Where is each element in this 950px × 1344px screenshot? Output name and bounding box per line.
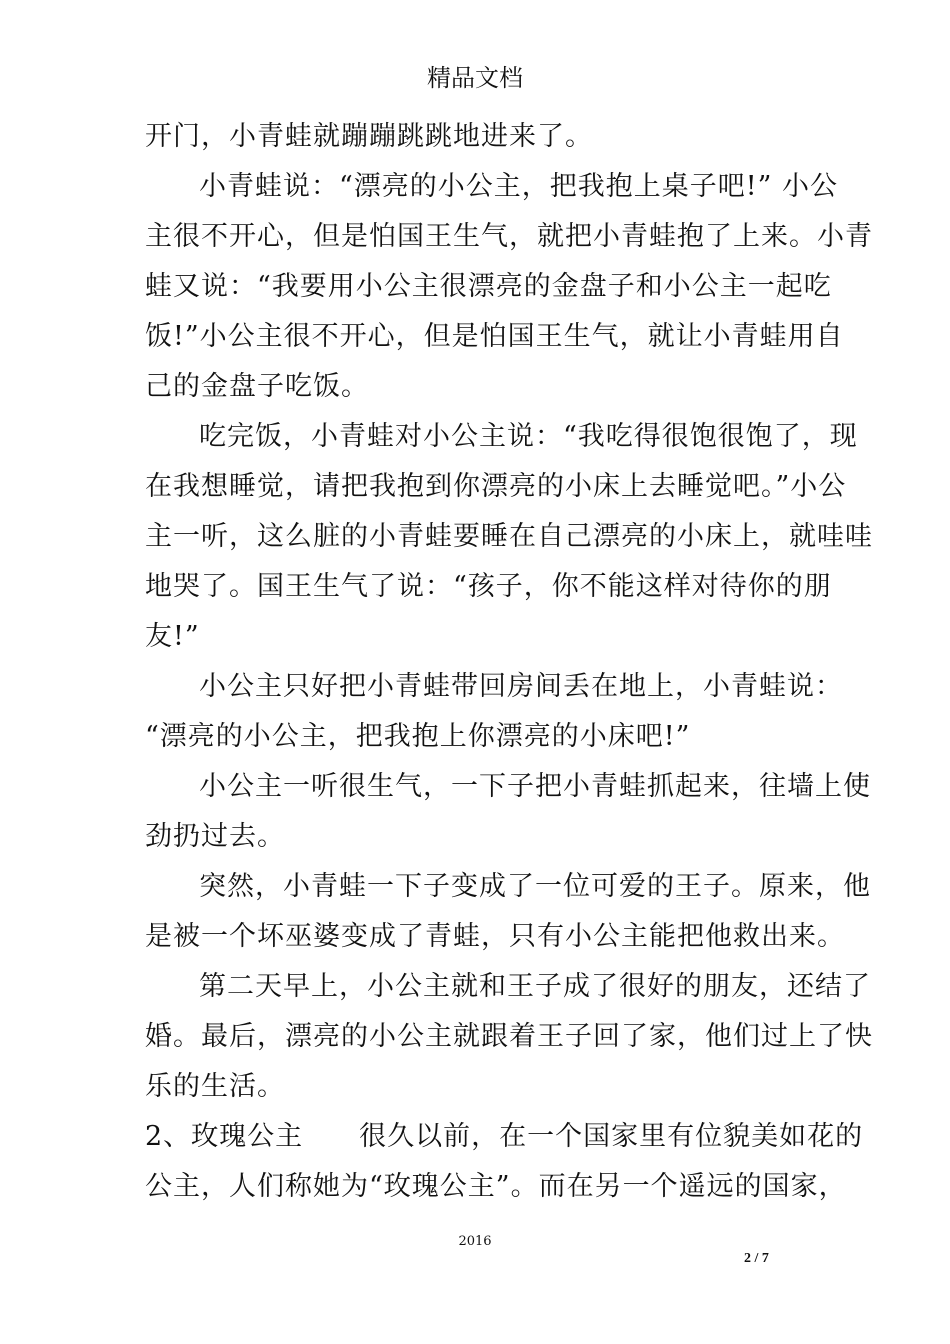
text-line: 乐的生活。	[145, 1071, 285, 1102]
text-line: 主很不开心，但是怕国王生气，就把小青蛙抱了上来。小青	[145, 221, 873, 252]
text-line: 蛙又说：“我要用小公主很漂亮的金盘子和小公主一起吃	[145, 271, 832, 302]
page-number: 2 / 7	[744, 1251, 769, 1266]
text-line: 婚。最后，漂亮的小公主就跟着王子回了家，他们过上了快	[145, 1021, 873, 1052]
text-line: 小青蛙说：“漂亮的小公主，把我抱上桌子吧!” 小公	[199, 171, 839, 202]
document-body	[145, 112, 873, 1212]
text-line: 吃完饭，小青蛙对小公主说：“我吃得很饱很饱了，现	[199, 421, 858, 452]
document-header-title: 精品文档	[427, 64, 523, 92]
text-line: 友!”	[145, 621, 200, 652]
text-line: “漂亮的小公主，把我抱上你漂亮的小床吧!”	[145, 721, 691, 752]
text-line: 己的金盘子吃饭。	[145, 371, 369, 402]
text-line: 小公主只好把小青蛙带回房间丢在地上，小青蛙说：	[199, 671, 843, 702]
text-line: 劲扔过去。	[145, 821, 285, 852]
text-line: 地哭了。国王生气了说：“孩子，你不能这样对待你的朋	[145, 571, 832, 602]
text-line: 是被一个坏巫婆变成了青蛙，只有小公主能把他救出来。	[145, 921, 845, 952]
text-line: 开门，小青蛙就蹦蹦跳跳地进来了。	[145, 121, 593, 152]
text-line: 公主，人们称她为“玫瑰公主”。而在另一个遥远的国家，	[145, 1171, 847, 1202]
text-line: 饭!”小公主很不开心，但是怕国王生气，就让小青蛙用自	[145, 321, 844, 352]
text-line: 主一听，这么脏的小青蛙要睡在自己漂亮的小床上，就哇哇	[145, 521, 873, 552]
footer-year: 2016	[458, 1234, 492, 1249]
text-line: 突然，小青蛙一下子变成了一位可爱的王子。原来，他	[199, 871, 871, 902]
text-line: 在我想睡觉，请把我抱到你漂亮的小床上去睡觉吧。”小公	[145, 471, 847, 502]
text-line: 第二天早上，小公主就和王子成了很好的朋友，还结了	[199, 971, 871, 1002]
text-line: 2、玫瑰公主 很久以前，在一个国家里有位貌美如花的	[145, 1121, 864, 1152]
text-line: 小公主一听很生气，一下子把小青蛙抓起来，往墙上使	[199, 771, 871, 802]
